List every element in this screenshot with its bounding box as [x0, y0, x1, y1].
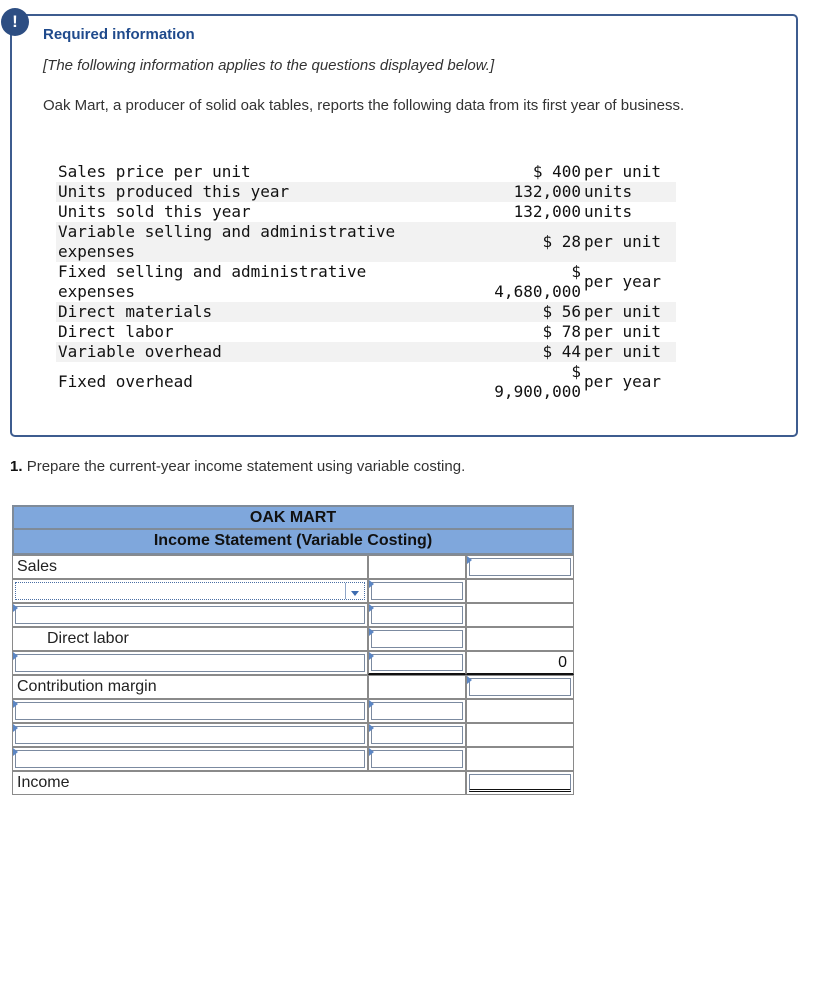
sales-amount-input[interactable]: [469, 558, 571, 576]
table-row: [12, 555, 574, 579]
input-marker-icon: [13, 604, 18, 612]
input-marker-icon: [369, 604, 374, 612]
income-label: Income: [17, 774, 70, 791]
problem-intro: Oak Mart, a producer of solid oak tables, reports the following data from its first year of business.: [43, 97, 685, 114]
direct-labor-input[interactable]: [371, 630, 463, 648]
direct-labor-label: Direct labor: [47, 630, 129, 647]
table-row: [12, 651, 574, 675]
input-marker-icon: [13, 724, 18, 732]
fixed-cost-input-3[interactable]: [371, 750, 463, 768]
table-row: [12, 723, 574, 747]
total-variable-costs-value: 0: [558, 654, 567, 671]
input-marker-icon: [369, 652, 374, 660]
given-data-table: [56, 162, 676, 402]
input-marker-icon: [369, 628, 374, 636]
fixed-cost-input-1[interactable]: [371, 702, 463, 720]
fixed-label-input-2[interactable]: [15, 726, 365, 744]
table-row: [12, 627, 574, 651]
income-input[interactable]: [469, 774, 571, 792]
table-row: [12, 603, 574, 627]
statement-title: Income Statement (Variable Costing): [12, 530, 574, 555]
table-row: [12, 675, 574, 699]
input-marker-icon: [369, 580, 374, 588]
data-row-units-produced: Units produced this year 132,000 units: [56, 182, 676, 202]
input-marker-icon: [369, 700, 374, 708]
input-marker-icon: [369, 724, 374, 732]
table-row: [12, 699, 574, 723]
fixed-label-input-1[interactable]: [15, 702, 365, 720]
contribution-margin-label: Contribution margin: [17, 678, 157, 695]
data-row-fixed-overhead: Fixed overhead $ 9,900,000 per year: [58, 362, 662, 401]
data-row-direct-labor: Direct labor $ 78 per unit: [58, 322, 662, 341]
fixed-label-input-3[interactable]: [15, 750, 365, 768]
table-row: [12, 747, 574, 771]
input-marker-icon: [13, 652, 18, 660]
label-input-2[interactable]: [15, 606, 365, 624]
question-text: Prepare the current-year income statement using variable costing.: [26, 458, 466, 475]
fixed-cost-input-2[interactable]: [371, 726, 463, 744]
data-row-sales-price: Sales price per unit $ 400 per unit: [58, 162, 662, 181]
required-info-note: [The following information applies to the questions displayed below.]: [43, 57, 495, 74]
table-row: [12, 771, 574, 795]
data-row-fixed-sga: Fixed selling and administrative expenses $ 4,680,000 per year: [58, 262, 662, 301]
question-number: 1.: [10, 458, 23, 475]
label-input-4[interactable]: [15, 654, 365, 672]
input-marker-icon: [369, 748, 374, 756]
contribution-margin-input[interactable]: [469, 678, 571, 696]
cost-input-1[interactable]: [371, 582, 463, 600]
statement-company: OAK MART: [12, 505, 574, 530]
cost-input-4[interactable]: [371, 654, 463, 671]
input-marker-icon: [467, 556, 472, 564]
income-statement: [12, 505, 574, 795]
cost-input-2[interactable]: [371, 606, 463, 624]
input-marker-icon: [467, 676, 472, 684]
data-row-variable-sga: Variable selling and administrative expenses $ 28 per unit: [56, 222, 676, 262]
input-marker-icon: [13, 700, 18, 708]
input-marker-icon: [13, 748, 18, 756]
required-info-title: Required information: [43, 26, 195, 43]
chevron-down-icon[interactable]: [345, 583, 364, 599]
variable-cost-select[interactable]: [15, 582, 365, 600]
data-row-units-sold: Units sold this year 132,000 units: [58, 202, 633, 221]
table-row: [12, 579, 574, 603]
question-1: [10, 458, 465, 475]
sales-label: Sales: [17, 558, 58, 575]
alert-icon: !: [1, 8, 29, 36]
data-row-variable-overhead: Variable overhead $ 44 per unit: [56, 342, 676, 362]
data-row-direct-materials: Direct materials $ 56 per unit: [56, 302, 676, 322]
